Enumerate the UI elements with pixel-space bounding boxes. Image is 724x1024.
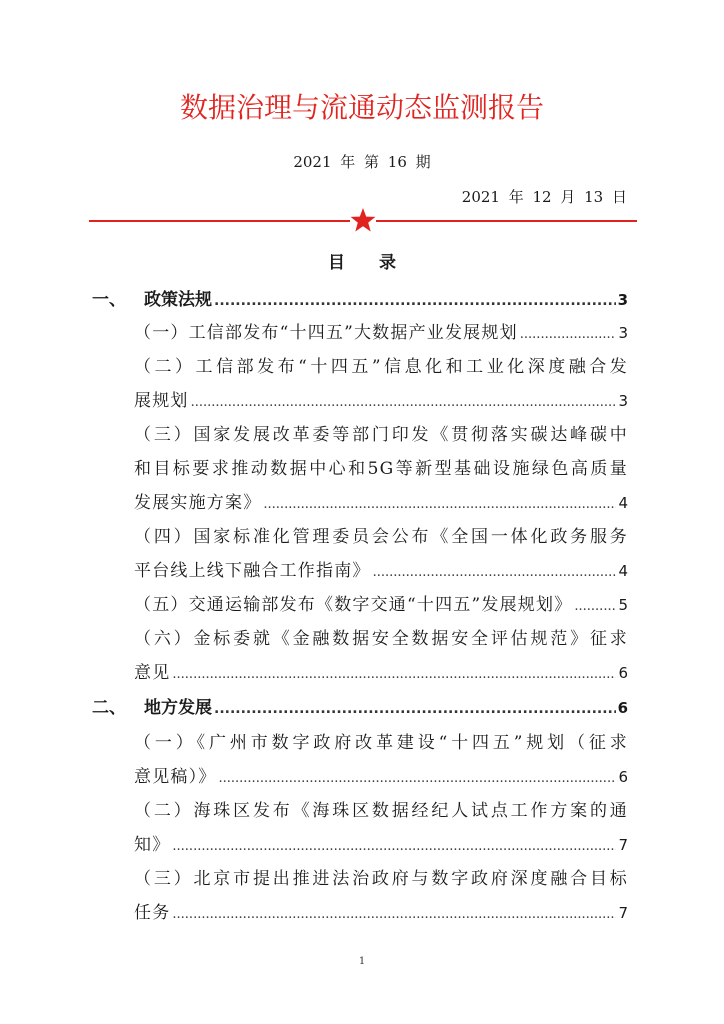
leader-dots (214, 284, 616, 317)
issue-number: 2021 年 第 16 期 (293, 153, 431, 171)
page-number: 5 (618, 596, 628, 614)
toc-item-continued[interactable] (134, 828, 628, 862)
page-number: 6 (618, 768, 628, 786)
toc-item-continued[interactable] (134, 384, 628, 418)
toc-item-text: 意见稿）》 (134, 767, 217, 787)
toc-item-continued[interactable] (134, 896, 628, 930)
footer-page-number: 1 (358, 956, 366, 967)
toc-item-text: （三）北京市提出推进法治政府与数字政府深度融合目标 (134, 869, 628, 889)
leader-dots (172, 830, 616, 862)
toc-item[interactable] (134, 622, 628, 656)
section-title: 地方发展 (144, 698, 212, 718)
toc-section-local[interactable] (92, 691, 628, 725)
toc-item-text: 任务 (134, 903, 171, 923)
toc-heading: 目 录 (328, 253, 410, 273)
page-number: 7 (618, 904, 628, 922)
toc-item-text: （四）国家标准化管理委员会公布《全国一体化政务服务 (134, 527, 628, 547)
page-number: 6 (617, 699, 628, 717)
toc-item[interactable] (134, 588, 628, 622)
toc-item-continued[interactable] (134, 486, 628, 520)
toc-item[interactable] (134, 350, 628, 384)
toc-section-policy[interactable] (92, 283, 628, 317)
section-title: 政策法规 (144, 290, 212, 310)
section-number: 一、 (92, 290, 126, 310)
leader-dots (172, 898, 616, 930)
toc-item-continued[interactable] (134, 656, 628, 690)
star-icon (350, 207, 376, 233)
toc-item[interactable] (134, 316, 628, 350)
leader-dots (263, 488, 616, 520)
leader-dots (172, 658, 616, 690)
toc-item-text: 发展实施方案》 (134, 493, 262, 513)
toc-item-text: （一）《广州市数字政府改革建设“十四五”规划（征求 (134, 733, 628, 753)
report-title: 数据治理与流通动态监测报告 (179, 91, 544, 124)
toc-item-text: 平台线上线下融合工作指南》 (134, 561, 371, 581)
leader-dots (373, 556, 617, 588)
page-number: 3 (618, 324, 628, 342)
toc-item-text: 和目标要求推动数据中心和5G等新型基础设施绿色高质量 (134, 459, 628, 479)
toc-item-continued[interactable] (134, 452, 628, 486)
toc-item-text: （六）金标委就《金融数据安全数据安全评估规范》征求 (134, 629, 628, 649)
toc-item[interactable] (134, 520, 628, 554)
toc-item[interactable] (134, 862, 628, 896)
section-number: 二、 (92, 698, 126, 718)
toc-item-continued[interactable] (134, 554, 628, 588)
page-number: 3 (617, 291, 628, 309)
leader-dots (191, 386, 617, 418)
report-date: 2021 年 12 月 13 日 (461, 188, 627, 206)
page-number: 7 (618, 836, 628, 854)
toc-item-text: （五）交通运输部发布《数字交通“十四五”发展规划》 (134, 595, 573, 615)
toc-item[interactable] (134, 418, 628, 452)
leader-dots (219, 762, 617, 794)
toc-item-text: （一）工信部发布“十四五”大数据产业发展规划 (134, 323, 518, 343)
leader-dots (520, 318, 617, 350)
toc-item-text: 意见 (134, 663, 171, 683)
toc-item-text: 知》 (134, 835, 171, 855)
toc-item-text: （三）国家发展改革委等部门印发《贯彻落实碳达峰碳中 (134, 425, 628, 445)
page-number: 6 (618, 664, 628, 682)
toc-item-text: （二）海珠区发布《海珠区数据经纪人试点工作方案的通 (134, 801, 628, 821)
toc-item[interactable] (134, 726, 628, 760)
leader-dots (574, 590, 616, 622)
toc-item-continued[interactable] (134, 760, 628, 794)
leader-dots (214, 692, 616, 725)
toc-item-text: 展规划 (134, 391, 189, 411)
page-number: 4 (618, 562, 628, 580)
page-number: 4 (618, 494, 628, 512)
page-number: 3 (618, 392, 628, 410)
toc-item[interactable] (134, 794, 628, 828)
toc-item-text: （二）工信部发布“十四五”信息化和工业化深度融合发 (134, 357, 628, 377)
